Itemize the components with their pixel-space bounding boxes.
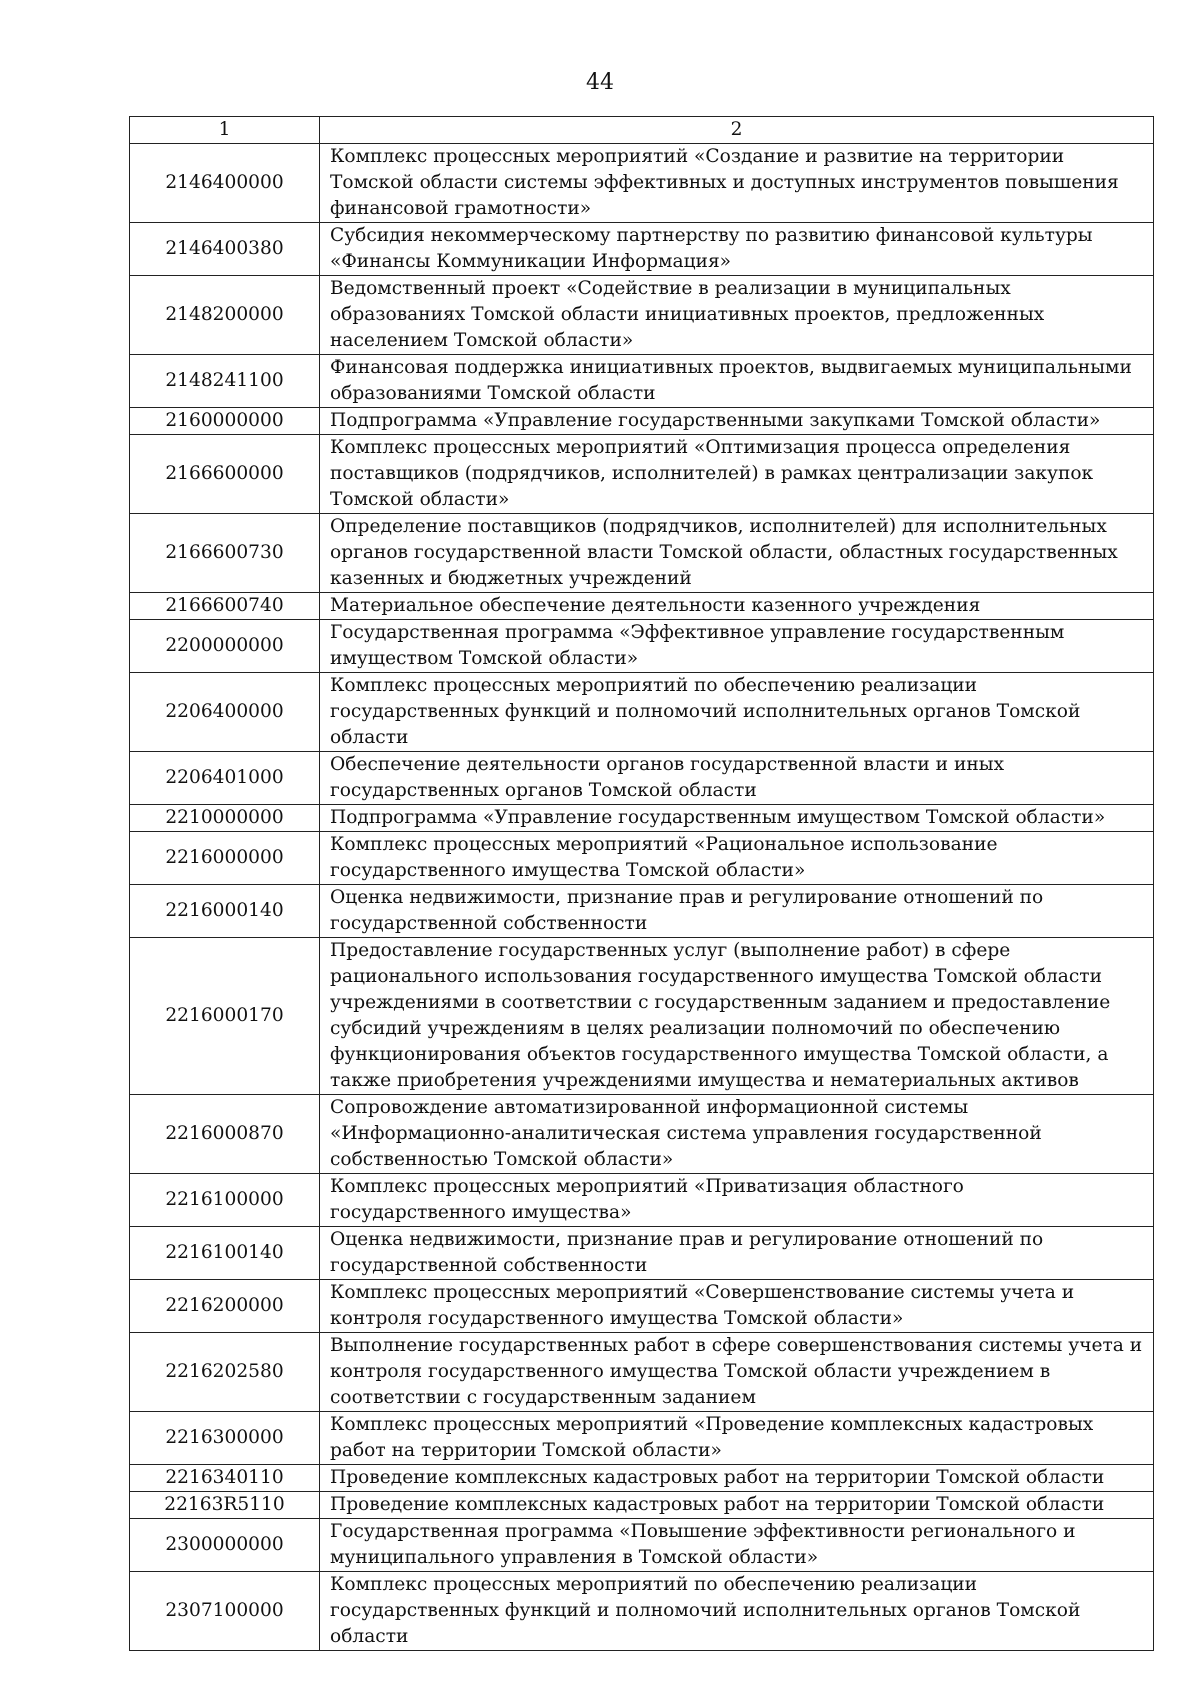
budget-code-cell: 2210000000 — [130, 805, 320, 832]
budget-code-cell: 2166600730 — [130, 514, 320, 593]
budget-item-name-cell: Комплекс процессных мероприятий «Оптимизация процесса определения поставщиков (подрядчиков, исполнителей) в рамках централизации закупок Томской области» — [320, 435, 1154, 514]
table-body — [130, 117, 1154, 1651]
budget-item-name-cell: Обеспечение деятельности органов государственной власти и иных государственных органов Томской области — [320, 752, 1154, 805]
column-header-code: 1 — [130, 117, 320, 144]
budget-item-name-cell: Подпрограмма «Управление государственным имуществом Томской области» — [320, 805, 1154, 832]
table-row — [130, 938, 1154, 1095]
column-header-name: 2 — [320, 117, 1154, 144]
budget-code-cell: 2206400000 — [130, 673, 320, 752]
table-row — [130, 223, 1154, 276]
budget-item-name-cell: Комплекс процессных мероприятий «Проведение комплексных кадастровых работ на территории Томской области» — [320, 1412, 1154, 1465]
budget-item-name-cell: Субсидия некоммерческому партнерству по развитию финансовой культуры «Финансы Коммуникации Информация» — [320, 223, 1154, 276]
table-row — [130, 1280, 1154, 1333]
budget-code-cell: 2216300000 — [130, 1412, 320, 1465]
table-row — [130, 620, 1154, 673]
budget-code-cell: 2216340110 — [130, 1465, 320, 1492]
table-row — [130, 752, 1154, 805]
budget-item-name-cell: Определение поставщиков (подрядчиков, исполнителей) для исполнительных органов государственной власти Томской области, областных государственных казенных и бюджетных учреждений — [320, 514, 1154, 593]
budget-item-name-cell: Сопровождение автоматизированной информационной системы «Информационно-аналитическая система управления государственной собственностью Томской области» — [320, 1095, 1154, 1174]
budget-item-name-cell: Государственная программа «Повышение эффективности регионального и муниципального управления в Томской области» — [320, 1519, 1154, 1572]
table-row — [130, 1174, 1154, 1227]
table-row — [130, 435, 1154, 514]
budget-item-name-cell: Финансовая поддержка инициативных проектов, выдвигаемых муниципальными образованиями Томской области — [320, 355, 1154, 408]
table-row — [130, 593, 1154, 620]
budget-code-cell: 2166600000 — [130, 435, 320, 514]
table-row — [130, 144, 1154, 223]
table-row — [130, 276, 1154, 355]
budget-code-cell: 2300000000 — [130, 1519, 320, 1572]
table-row — [130, 1095, 1154, 1174]
budget-item-name-cell: Оценка недвижимости, признание прав и регулирование отношений по государственной собственности — [320, 885, 1154, 938]
budget-code-cell: 2148200000 — [130, 276, 320, 355]
table-row — [130, 1333, 1154, 1412]
budget-code-cell: 2216100140 — [130, 1227, 320, 1280]
page-number: 44 — [586, 70, 614, 95]
budget-item-name-cell: Комплекс процессных мероприятий «Приватизация областного государственного имущества» — [320, 1174, 1154, 1227]
classification-table — [129, 116, 1154, 1651]
budget-code-cell: 2166600740 — [130, 593, 320, 620]
table-row — [130, 1572, 1154, 1651]
budget-item-name-cell: Подпрограмма «Управление государственными закупками Томской области» — [320, 408, 1154, 435]
table-header-row — [130, 117, 1154, 144]
budget-item-name-cell: Ведомственный проект «Содействие в реализации в муниципальных образованиях Томской области инициативных проектов, предложенных населением Томской области» — [320, 276, 1154, 355]
budget-item-name-cell: Комплекс процессных мероприятий «Рациональное использование государственного имущества Томской области» — [320, 832, 1154, 885]
budget-item-name-cell: Комплекс процессных мероприятий «Создание и развитие на территории Томской области системы эффективных и доступных инструментов повышения финансовой грамотности» — [320, 144, 1154, 223]
table-row — [130, 1519, 1154, 1572]
budget-code-cell: 22163R5110 — [130, 1492, 320, 1519]
table-row — [130, 408, 1154, 435]
budget-code-cell: 2216200000 — [130, 1280, 320, 1333]
table-row — [130, 673, 1154, 752]
budget-code-cell: 2216000140 — [130, 885, 320, 938]
budget-item-name-cell: Комплекс процессных мероприятий «Совершенствование системы учета и контроля государственного имущества Томской области» — [320, 1280, 1154, 1333]
budget-item-name-cell: Комплекс процессных мероприятий по обеспечению реализации государственных функций и полномочий исполнительных органов Томской области — [320, 1572, 1154, 1651]
budget-code-cell: 2160000000 — [130, 408, 320, 435]
table-row — [130, 832, 1154, 885]
table-row — [130, 805, 1154, 832]
budget-item-name-cell: Материальное обеспечение деятельности казенного учреждения — [320, 593, 1154, 620]
budget-code-cell: 2146400380 — [130, 223, 320, 276]
budget-item-name-cell: Государственная программа «Эффективное управление государственным имуществом Томской области» — [320, 620, 1154, 673]
budget-code-cell: 2216100000 — [130, 1174, 320, 1227]
budget-code-cell: 2216000000 — [130, 832, 320, 885]
budget-code-cell: 2146400000 — [130, 144, 320, 223]
budget-code-cell: 2216202580 — [130, 1333, 320, 1412]
budget-item-name-cell: Предоставление государственных услуг (выполнение работ) в сфере рационального использования государственного имущества Томской области учреждениями в соответствии с государственным заданием и предоставление субсидий учреждениям в целях реализации полномочий по обеспечению функционирования объектов государственного имущества Томской области, а также приобретения учреждениями имущества и нематериальных активов — [320, 938, 1154, 1095]
budget-item-name-cell: Выполнение государственных работ в сфере совершенствования системы учета и контроля государственного имущества Томской области учреждением в соответствии с государственным заданием — [320, 1333, 1154, 1412]
table-row — [130, 1412, 1154, 1465]
budget-code-cell: 2200000000 — [130, 620, 320, 673]
table-row — [130, 514, 1154, 593]
budget-code-cell: 2307100000 — [130, 1572, 320, 1651]
budget-code-cell: 2148241100 — [130, 355, 320, 408]
budget-code-cell: 2206401000 — [130, 752, 320, 805]
budget-item-name-cell: Комплекс процессных мероприятий по обеспечению реализации государственных функций и полномочий исполнительных органов Томской области — [320, 673, 1154, 752]
table-row — [130, 1465, 1154, 1492]
table-row — [130, 1227, 1154, 1280]
table-row — [130, 1492, 1154, 1519]
budget-item-name-cell: Оценка недвижимости, признание прав и регулирование отношений по государственной собственности — [320, 1227, 1154, 1280]
budget-code-cell: 2216000170 — [130, 938, 320, 1095]
table-row — [130, 355, 1154, 408]
table-row — [130, 885, 1154, 938]
budget-item-name-cell: Проведение комплексных кадастровых работ на территории Томской области — [320, 1465, 1154, 1492]
budget-item-name-cell: Проведение комплексных кадастровых работ на территории Томской области — [320, 1492, 1154, 1519]
budget-code-cell: 2216000870 — [130, 1095, 320, 1174]
